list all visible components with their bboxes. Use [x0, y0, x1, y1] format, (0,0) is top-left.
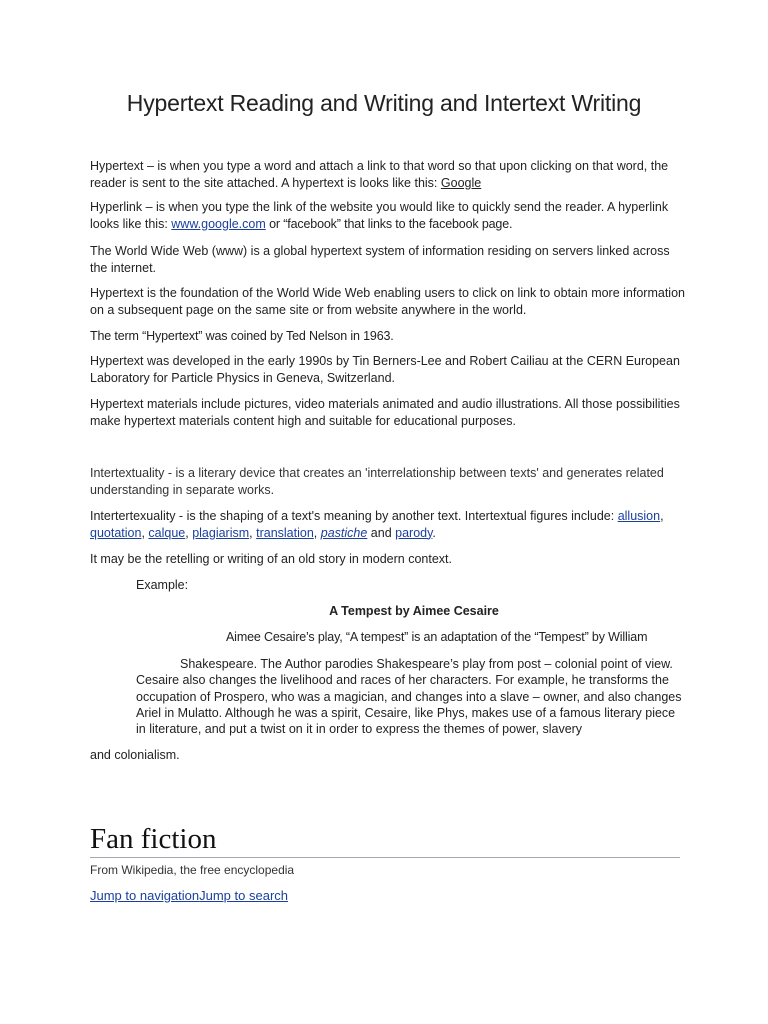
- example-body: Shakespeare. The Author parodies Shakespeare’s play from post – colonial point of view. Cesaire also changes the livelihood and races of her characters. For example, he transforms the occupation of Prospero, who was a magician, and changes into a slave – owner, and also changes Ariel in Mulatto. Although he was a spirit, Cesaire, like Phys, makes use of a famous literary piece in literature, and put a twist on it in order to express the themes of power, slavery: [136, 657, 682, 737]
- separator: ,: [249, 525, 257, 540]
- jump-links: [90, 888, 288, 903]
- google-url-link[interactable]: www.google.com: [171, 216, 266, 231]
- separator: ,: [313, 525, 321, 540]
- foundation-paragraph: Hypertext is the foundation of the World Wide Web enabling users to click on link to obtain more information on a subsequent page on the same site or from website anywhere in the world.: [90, 286, 685, 317]
- developed-paragraph: Hypertext was developed in the early 1990s by Tin Berners-Lee and Robert Cailiau at the CERN European Laboratory for Particle Physics in Geneva, Switzerland.: [90, 354, 680, 385]
- separator: ,: [185, 525, 193, 540]
- plagiarism-link[interactable]: plagiarism: [192, 525, 250, 540]
- parody-link[interactable]: parody: [395, 525, 433, 540]
- and-text: and: [367, 525, 396, 540]
- document-title: Hypertext Reading and Writing and Intertext Writing: [126, 90, 642, 116]
- separator: ,: [660, 509, 664, 523]
- hyperlink-paragraph: [90, 199, 690, 232]
- hypertext-paragraph: [90, 158, 690, 191]
- wiki-title: Fan fiction: [90, 823, 217, 855]
- title-divider: [90, 857, 680, 858]
- google-link[interactable]: Google: [440, 175, 482, 190]
- hyperlink-text: Hyperlink – is when you type the link of the website you would like to quickly send the reader. A hyperlink looks like this:: [90, 200, 669, 231]
- intertextual-figures-paragraph: [90, 508, 690, 541]
- coined-paragraph: The term “Hypertext” was coined by Ted Nelson in 1963.: [90, 329, 394, 343]
- example-title: A Tempest by Aimee Cesaire: [329, 604, 499, 618]
- intertextuality-paragraph: Intertextuality - is a literary device that creates an 'interrelationship between texts' and generates related understanding in separate works.: [90, 466, 664, 497]
- separator: ,: [141, 525, 149, 540]
- period: .: [432, 525, 436, 540]
- calque-link[interactable]: calque: [148, 525, 186, 540]
- retelling-paragraph: It may be the retelling or writing of an old story in modern context.: [90, 552, 452, 566]
- example-tail: and colonialism.: [90, 748, 180, 762]
- jump-to-navigation-link[interactable]: Jump to navigation: [90, 888, 200, 903]
- hyperlink-text-end: or “facebook” that links to the facebook page.: [265, 216, 513, 231]
- quotation-link[interactable]: quotation: [90, 525, 142, 540]
- allusion-link[interactable]: allusion: [617, 509, 661, 523]
- www-paragraph: The World Wide Web (www) is a global hypertext system of information residing on servers linked across the internet.: [90, 244, 670, 275]
- hypertext-text: Hypertext – is when you type a word and attach a link to that word so that upon clicking on that word, the reader is sent to the site attached. A hypertext is looks like this:: [90, 159, 669, 190]
- figures-text: Intertertexuality - is the shaping of a text's meaning by another text. Intertextual figures include:: [90, 509, 618, 523]
- translation-link[interactable]: translation: [256, 525, 314, 540]
- example-label: Example:: [136, 578, 189, 592]
- example-intro: Aimee Cesaire’s play, “A tempest” is an adaptation of the “Tempest” by William: [226, 630, 648, 644]
- pastiche-link[interactable]: pastiche: [320, 525, 368, 540]
- wiki-subtitle: From Wikipedia, the free encyclopedia: [90, 863, 295, 877]
- jump-to-search-link[interactable]: Jump to search: [199, 888, 288, 903]
- materials-paragraph: Hypertext materials include pictures, video materials animated and audio illustrations. All those possibilities make hypertext materials content high and suitable for educational purposes.: [90, 397, 680, 428]
